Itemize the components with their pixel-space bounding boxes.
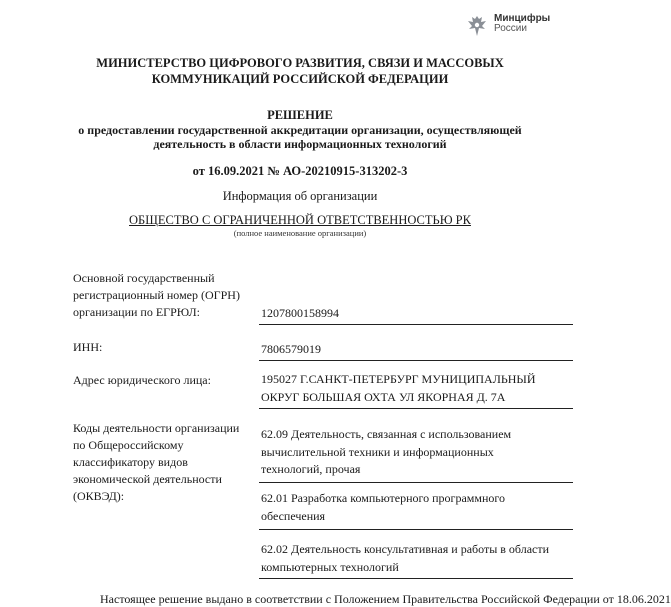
ministry-logo: [466, 14, 550, 38]
okved-code-1-line-2: вычислительной техники и информационных: [261, 444, 494, 459]
decision-number: от 16.09.2021 № АО-20210915-313202-3: [192, 164, 408, 178]
okved-code-1-line-3: технологий, прочая: [261, 462, 361, 476]
okved-label-line-4: экономической деятельности: [73, 472, 222, 486]
footer-cutoff-line: Настоящее решение выдано в соответствии с Положением Правительства Российской Федерации от 18.06.2021: [100, 592, 671, 606]
address-label: Адрес юридического лица:: [73, 373, 211, 387]
okved-code-3-line-2: компьютерных технологий: [261, 559, 399, 574]
okved-code-1: [261, 426, 511, 479]
address-underline: [259, 408, 573, 409]
ministry-header: [0, 55, 600, 87]
okved-label-line-3: классификатору видов: [73, 455, 188, 469]
ministry-line-1: МИНИСТЕРСТВО ЦИФРОВОГО РАЗВИТИЯ, СВЯЗИ И МАССОВЫХ: [96, 56, 504, 70]
address-value: [261, 371, 536, 406]
decision-subject: [0, 123, 600, 151]
address-line-2: ОКРУГ БОЛЬШАЯ ОХТА УЛ ЯКОРНАЯ Д. 7А: [261, 389, 506, 404]
decision-subject-line-2: деятельность в области информационных технологий: [153, 137, 447, 151]
ogrn-label-line-1: Основной государственный: [73, 271, 215, 285]
okved-label-line-2: по Общероссийскому: [73, 438, 184, 452]
okved-code-2-underline: [259, 529, 573, 530]
decision-subject-line-1: о предоставлении государственной аккредитации организации, осуществляющей: [78, 123, 522, 137]
okved-code-2-line-1: 62.01 Разработка компьютерного программного: [261, 491, 506, 505]
okved-label-line-1: Коды деятельности организации: [73, 421, 240, 435]
ogrn-label: [73, 270, 240, 321]
ministry-line-2: КОММУНИКАЦИЙ РОССИЙСКОЙ ФЕДЕРАЦИИ: [151, 72, 449, 86]
okved-code-2-line-2: обеспечения: [261, 508, 326, 523]
ogrn-underline: [259, 324, 573, 325]
org-full-name: [0, 213, 600, 228]
ogrn-label-line-3: организации по ЕГРЮЛ:: [73, 305, 200, 319]
org-full-name-text: ОБЩЕСТВО С ОГРАНИЧЕННОЙ ОТВЕТСТВЕННОСТЬЮ РК: [129, 213, 471, 227]
ogrn-value: 1207800158994: [261, 306, 339, 320]
address-line-1: 195027 Г.САНКТ-ПЕТЕРБУРГ МУНИЦИПАЛЬНЫЙ: [261, 372, 536, 386]
decision-title: РЕШЕНИЕ: [267, 108, 333, 122]
org-full-name-caption: (полное наименование организации): [233, 228, 367, 238]
okved-label: [73, 420, 239, 505]
okved-code-1-line-1: 62.09 Деятельность, связанная с использованием: [261, 427, 512, 441]
footer-cutoff-text: [100, 586, 671, 606]
logo-name: Минцифры: [494, 13, 551, 24]
okved-label-line-5: (ОКВЭД):: [73, 489, 125, 503]
eagle-emblem-icon: [466, 14, 488, 38]
okved-code-3-line-1: 62.02 Деятельность консультативная и работы в области: [261, 542, 550, 556]
inn-underline: [259, 360, 573, 361]
org-info-heading: Информация об организации: [222, 189, 378, 203]
okved-code-1-underline: [259, 482, 573, 483]
logo-subtitle: России: [494, 23, 527, 34]
okved-code-2: [261, 490, 505, 525]
inn-label: ИНН:: [73, 340, 103, 354]
okved-code-3-underline: [259, 578, 573, 579]
inn-value: 7806579019: [261, 342, 321, 356]
ogrn-label-line-2: регистрационный номер (ОГРН): [73, 288, 240, 302]
okved-code-3: [261, 541, 549, 576]
